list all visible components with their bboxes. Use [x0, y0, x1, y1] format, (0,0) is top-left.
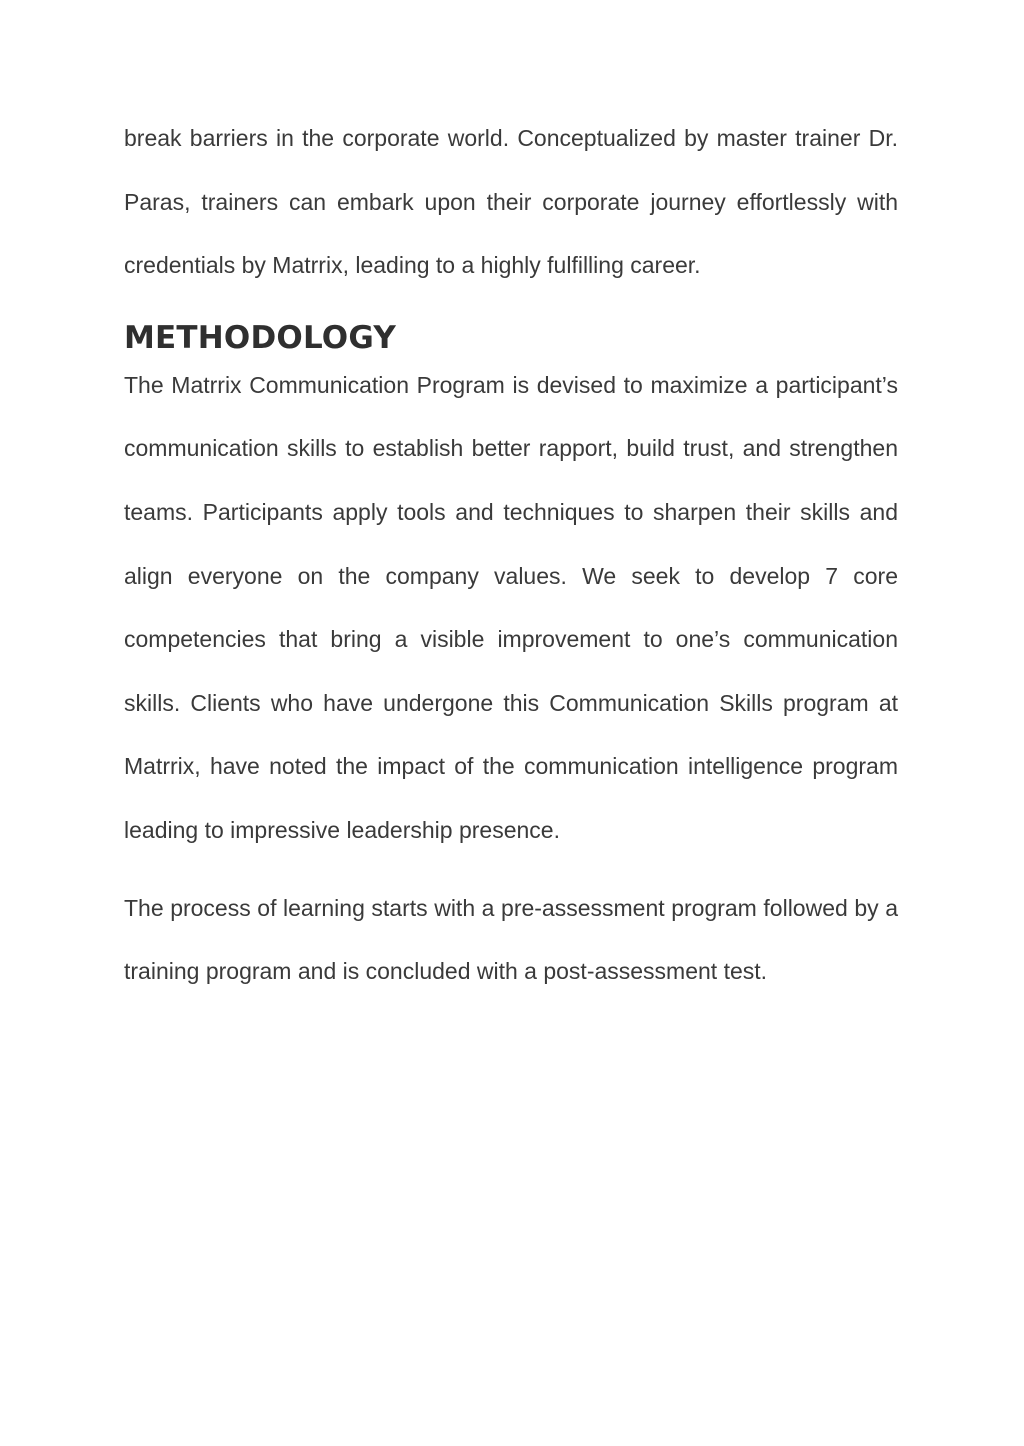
methodology-paragraph-1: The Matrrix Communication Program is devised to maximize a participant’s communication skills to establish better rapport, build trust, and strengthen teams. Participants apply tools and techniques to sharpen their skills and align everyone on the company values. We seek to develop 7 core competencies that bring a visible improvement to one’s communication skills. Clients who have undergone this Communication Skills program at Matrrix, have noted the impact of the communication intelligence program leading to impressive leadership presence.	[124, 371, 898, 843]
intro-paragraph: break barriers in the corporate world. Conceptualized by master trainer Dr. Paras, trainers can embark upon their corporate journey effortlessly with credentials by Matrrix, leading to a highly fulfilling career.	[124, 125, 898, 279]
document-page	[124, 107, 898, 1004]
section-heading-methodology: METHODOLOGY	[124, 319, 396, 356]
methodology-paragraph-2: The process of learning starts with a pre-assessment program followed by a training program and is concluded with a post-assessment test.	[124, 894, 898, 985]
